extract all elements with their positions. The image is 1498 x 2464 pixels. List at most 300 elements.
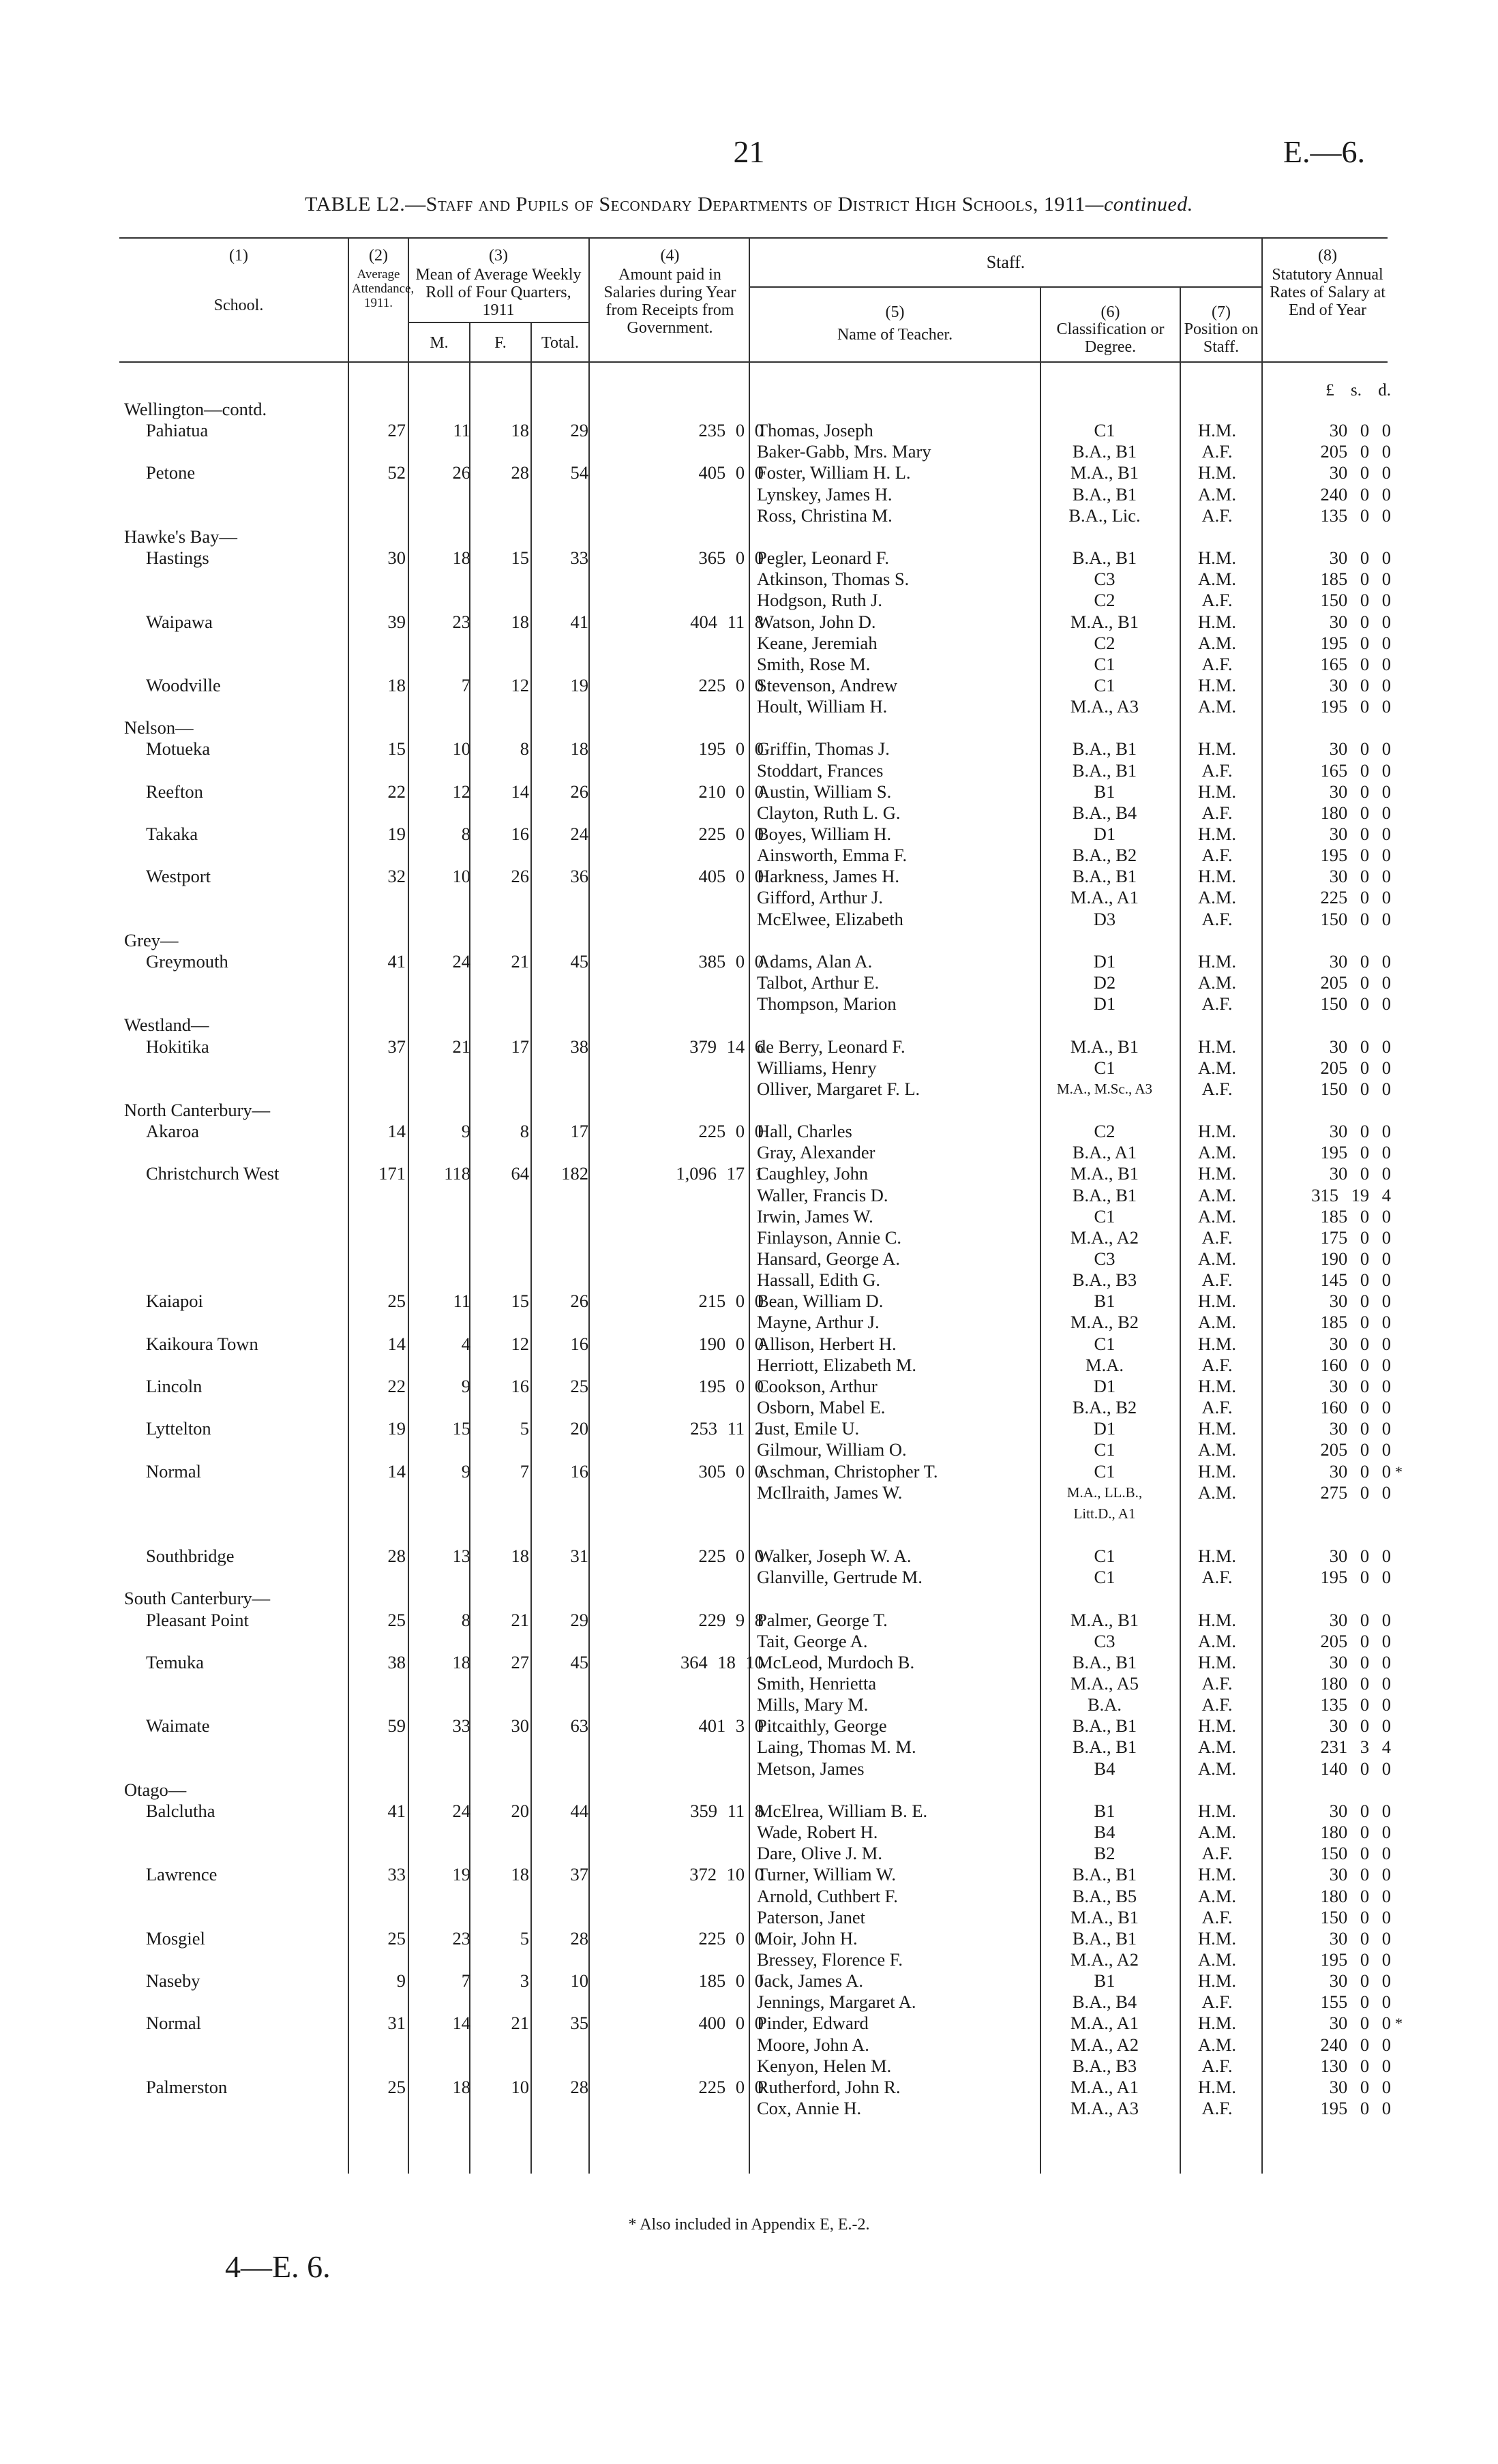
amount-paid: 401 3 0 (698, 1715, 764, 1737)
caption-prefix: TABLE L2.— (305, 193, 426, 215)
school-name: South Canterbury— (124, 1588, 271, 1609)
classification: C1 (1094, 1439, 1115, 1460)
table-row (0, 1185, 1498, 1206)
annual-salary: 240 0 0 (1320, 2034, 1391, 2055)
average-attendance: 59 (387, 1715, 406, 1737)
classification: B.A., B5 (1072, 1885, 1137, 1906)
roll-male: 14 (452, 2013, 470, 2034)
annual-salary: 30 0 0 (1329, 2013, 1391, 2034)
classification: C3 (1094, 569, 1115, 590)
annual-salary: 240 0 0 (1320, 483, 1391, 505)
table-row (0, 824, 1498, 845)
table-row (0, 1546, 1498, 1567)
classification: B1 (1094, 1291, 1115, 1312)
teacher-name: Pitcaithly, George (757, 1715, 887, 1737)
staff-sub-rule (749, 286, 1261, 288)
roll-female: 16 (511, 824, 529, 844)
average-attendance: 171 (378, 1163, 406, 1184)
staff-position: H.M. (1198, 1651, 1236, 1672)
staff-position: H.M. (1198, 1333, 1236, 1354)
annual-salary: 30 0 0 (1329, 1927, 1391, 1949)
staff-position: A.F. (1201, 653, 1233, 674)
roll-male: 23 (452, 1927, 470, 1949)
classification: C2 (1094, 590, 1115, 611)
roll-total: 31 (570, 1546, 588, 1567)
col8-header: Statutory Annual Rates of Salary at End of Year (1270, 266, 1385, 319)
roll-total: 28 (570, 2076, 588, 2097)
classification: M.A., B1 (1070, 1163, 1139, 1184)
staff-position: H.M. (1198, 547, 1236, 569)
staff-position: A.F. (1201, 1694, 1233, 1715)
annual-salary: 190 0 0 (1320, 1248, 1391, 1269)
teacher-name: Clayton, Ruth L. G. (757, 802, 901, 823)
footnote-mark: * (1395, 1462, 1403, 1480)
classification: M.A., B1 (1070, 1906, 1139, 1927)
annual-salary: 135 0 0 (1320, 1694, 1391, 1715)
series-code: E.—6. (1283, 134, 1365, 169)
school-name: North Canterbury— (124, 1099, 271, 1120)
teacher-name: McElrea, William B. E. (757, 1800, 928, 1821)
teacher-name: Just, Emile U. (757, 1418, 860, 1439)
amount-paid: 195 0 0 (698, 1375, 764, 1396)
average-attendance: 39 (387, 611, 406, 632)
table-row (0, 1397, 1498, 1418)
amount-paid: 225 0 0 (698, 1927, 764, 1949)
staff-position: A.M. (1198, 1885, 1236, 1906)
school-name: Southbridge (146, 1546, 235, 1567)
roll-male: 13 (452, 1546, 470, 1567)
average-attendance: 41 (387, 1800, 406, 1821)
roll-female: 18 (511, 1546, 529, 1567)
roll-female: 8 (520, 738, 529, 760)
caption-suffix: —continued. (1085, 193, 1193, 215)
teacher-name: Paterson, Janet (757, 1906, 865, 1927)
staff-position: H.M. (1198, 611, 1236, 632)
teacher-name: Finlayson, Annie C. (757, 1227, 902, 1248)
table-row (0, 420, 1498, 441)
table-row (0, 1015, 1498, 1036)
roll-total: 63 (570, 1715, 588, 1737)
amount-paid: 225 0 0 (698, 1546, 764, 1567)
col5-header: Name of Teacher. (837, 326, 953, 344)
table-row (0, 1524, 1498, 1546)
annual-salary: 150 0 0 (1320, 1843, 1391, 1864)
teacher-name: Jack, James A. (757, 1970, 864, 1992)
amount-paid: 372 10 0 (689, 1864, 764, 1885)
table-row (0, 1376, 1498, 1397)
table-row (0, 1248, 1498, 1269)
classification: M.A., A3 (1070, 696, 1139, 717)
staff-position: A.F. (1201, 1673, 1233, 1694)
average-attendance: 22 (387, 781, 406, 802)
annual-salary: 205 0 0 (1320, 1630, 1391, 1651)
annual-salary: 30 0 0 (1329, 1418, 1391, 1439)
col4-header: Amount paid in Salaries during Year from Receipts from Government. (603, 266, 736, 337)
col2-header: Average Attendance, 1911. (352, 267, 415, 310)
roll-female: 12 (511, 1333, 529, 1354)
average-attendance: 19 (387, 824, 406, 844)
table-row (0, 1779, 1498, 1801)
col2-number: (2) (369, 247, 388, 265)
amount-paid: 253 11 2 (690, 1418, 764, 1439)
amount-paid: 404 11 8 (690, 611, 764, 632)
table-row (0, 1057, 1498, 1079)
average-attendance: 31 (387, 2013, 406, 2034)
staff-position: H.M. (1198, 1163, 1236, 1184)
classification: B.A., B4 (1072, 802, 1137, 823)
classification: B2 (1094, 1843, 1115, 1864)
roll-female: 5 (520, 1927, 529, 1949)
classification: C1 (1094, 1057, 1115, 1078)
teacher-name: Gifford, Arthur J. (757, 887, 883, 908)
staff-position: H.M. (1198, 2076, 1236, 2097)
teacher-name: Allison, Herbert H. (757, 1333, 897, 1354)
school-name: Balclutha (146, 1800, 215, 1821)
table-row (0, 1610, 1498, 1631)
classification: M.A., A2 (1070, 2034, 1139, 2055)
table-row (0, 1355, 1498, 1376)
average-attendance: 22 (387, 1375, 406, 1396)
roll-female: 10 (511, 2076, 529, 2097)
classification: B.A., B4 (1072, 1992, 1137, 2013)
annual-salary: 30 0 0 (1329, 2076, 1391, 2097)
amount-paid: 215 0 0 (698, 1291, 764, 1312)
annual-salary: 140 0 0 (1320, 1758, 1391, 1779)
table-row (0, 1206, 1498, 1227)
col7-header: Position on Staff. (1184, 320, 1259, 356)
amount-paid: 225 0 0 (698, 2076, 764, 2097)
average-attendance: 14 (387, 1460, 406, 1482)
table-row (0, 484, 1498, 505)
teacher-name: Metson, James (757, 1758, 865, 1779)
table-row (0, 1928, 1498, 1949)
average-attendance: 38 (387, 1651, 406, 1672)
average-attendance: 25 (387, 1927, 406, 1949)
table-row (0, 505, 1498, 526)
teacher-name: Smith, Rose M. (757, 653, 871, 674)
annual-salary: 30 0 0 (1329, 1970, 1391, 1992)
teacher-name: Ainsworth, Emma F. (757, 845, 908, 866)
staff-position: H.M. (1198, 674, 1236, 695)
school-name: Westport (146, 866, 211, 887)
col1-number: (1) (229, 247, 248, 265)
school-name: Hawke's Bay— (124, 526, 237, 547)
staff-position: H.M. (1198, 1546, 1236, 1567)
classification: M.A., A2 (1070, 1949, 1139, 1970)
teacher-name: Bressey, Florence F. (757, 1949, 903, 1970)
staff-position: H.M. (1198, 950, 1236, 972)
table-row (0, 1269, 1498, 1291)
staff-position: A.M. (1198, 887, 1236, 908)
classification: M.A., A1 (1070, 2076, 1139, 2097)
school-name: Temuka (146, 1651, 204, 1672)
table-row (0, 1334, 1498, 1355)
table-row (0, 1949, 1498, 1970)
roll-male: 33 (452, 1715, 470, 1737)
annual-salary: 30 0 0 (1329, 781, 1391, 802)
staff-position: A.F. (1201, 908, 1233, 929)
annual-salary: 30 0 0 (1329, 1864, 1391, 1885)
teacher-name: Ross, Christina M. (757, 505, 893, 526)
teacher-name: Griffin, Thomas J. (757, 738, 890, 760)
teacher-name: Mills, Mary M. (757, 1694, 869, 1715)
table-row (0, 972, 1498, 993)
roll-total: 19 (570, 674, 588, 695)
teacher-name: Moir, John H. (757, 1927, 858, 1949)
roll-female: 8 (520, 1121, 529, 1142)
classification: M.A., B1 (1070, 1036, 1139, 1057)
staff-position: H.M. (1198, 1927, 1236, 1949)
annual-salary: 30 0 0 (1329, 1800, 1391, 1821)
annual-salary: 30 0 0 (1329, 950, 1391, 972)
roll-male: 118 (444, 1163, 470, 1184)
staff-position: H.M. (1198, 1609, 1236, 1630)
table-row (0, 1886, 1498, 1907)
annual-salary: 150 0 0 (1320, 993, 1391, 1015)
col7-number: (7) (1212, 303, 1231, 321)
average-attendance: 37 (387, 1036, 406, 1057)
col1-header: School. (213, 297, 264, 314)
school-name: Lincoln (146, 1375, 203, 1396)
annual-salary: 30 0 0 (1329, 1375, 1391, 1396)
table-row (0, 866, 1498, 887)
annual-salary: 30 0 0 (1329, 462, 1391, 483)
table-row (0, 2056, 1498, 2077)
staff-position: A.M. (1198, 696, 1236, 717)
teacher-name: Smith, Henrietta (757, 1673, 877, 1694)
school-name: Takaka (146, 824, 198, 844)
teacher-name: Hall, Charles (757, 1121, 852, 1142)
annual-salary: 30 0 0 (1329, 674, 1391, 695)
table-row (0, 1100, 1498, 1121)
annual-salary: 30 0 0 (1329, 1546, 1391, 1567)
table-row (0, 1758, 1498, 1779)
amount-paid: 379 14 6 (689, 1036, 764, 1057)
teacher-name: Herriott, Elizabeth M. (757, 1354, 917, 1375)
classification: B4 (1094, 1822, 1115, 1843)
annual-salary: 30 0 0 (1329, 866, 1391, 887)
teacher-name: Glanville, Gertrude M. (757, 1567, 923, 1588)
roll-female: 18 (511, 611, 529, 632)
average-attendance: 9 (396, 1970, 406, 1992)
average-attendance: 25 (387, 1291, 406, 1312)
col3-f-header: F. (494, 334, 507, 352)
amount-paid: 210 0 0 (698, 781, 764, 802)
table-row (0, 654, 1498, 675)
amount-paid: 190 0 0 (698, 1333, 764, 1354)
teacher-name: Moore, John A. (757, 2034, 869, 2055)
roll-male: 24 (452, 950, 470, 972)
roll-male: 19 (452, 1864, 470, 1885)
staff-position: A.F. (1201, 1354, 1233, 1375)
staff-position: A.F. (1201, 1078, 1233, 1099)
staff-position: A.F. (1201, 1227, 1233, 1248)
classification: C3 (1094, 1248, 1115, 1269)
roll-male: 9 (461, 1375, 470, 1396)
classification: M.A., A3 (1070, 2098, 1139, 2118)
teacher-name: Rutherford, John R. (757, 2076, 901, 2097)
annual-salary: 175 0 0 (1320, 1227, 1391, 1248)
classification: B.A., B1 (1072, 1184, 1137, 1205)
roll-total: 25 (570, 1375, 588, 1396)
table-row (0, 1737, 1498, 1758)
classification: C2 (1094, 1121, 1115, 1142)
teacher-name: Hansard, George A. (757, 1248, 900, 1269)
page-number: 21 (733, 134, 765, 169)
roll-male: 15 (452, 1418, 470, 1439)
roll-male: 26 (452, 462, 470, 483)
table-row (0, 1418, 1498, 1439)
staff-position: A.M. (1198, 1205, 1236, 1227)
teacher-name: Aschman, Christopher T. (757, 1460, 938, 1482)
table-row (0, 590, 1498, 611)
classification: B.A., Lic. (1068, 505, 1141, 526)
table-row (0, 1312, 1498, 1333)
table-row (0, 951, 1498, 972)
annual-salary: 205 0 0 (1320, 441, 1391, 462)
annual-salary: 30 0 0 (1329, 1291, 1391, 1312)
table-row (0, 1142, 1498, 1163)
staff-position: A.M. (1198, 1439, 1236, 1460)
roll-total: 41 (570, 611, 588, 632)
staff-position: A.M. (1198, 972, 1236, 993)
classification: B.A., B2 (1072, 1397, 1137, 1418)
school-name: Wellington—contd. (124, 399, 267, 419)
classification: M.A., B1 (1070, 1609, 1139, 1630)
school-name: Kaikoura Town (146, 1333, 258, 1354)
table-row (0, 612, 1498, 633)
teacher-name: Foster, William H. L. (757, 462, 911, 483)
roll-male: 10 (452, 738, 470, 760)
teacher-name: Lynskey, James H. (757, 483, 893, 505)
amount-paid: 1,096 17 1 (676, 1163, 764, 1184)
table-row (0, 1121, 1498, 1142)
classification: M.A., A5 (1070, 1673, 1139, 1694)
classification: M.A., LL.B., (1066, 1484, 1143, 1501)
classification: C1 (1094, 653, 1115, 674)
teacher-name: Wade, Robert H. (757, 1822, 878, 1843)
teacher-name: Osborn, Mabel E. (757, 1397, 886, 1418)
table-row (0, 1631, 1498, 1652)
teacher-name: Stevenson, Andrew (757, 674, 898, 695)
annual-salary: 30 0 0 (1329, 1609, 1391, 1630)
staff-position: A.M. (1198, 1184, 1236, 1205)
table-row (0, 2098, 1498, 2119)
roll-total: 17 (570, 1121, 588, 1142)
teacher-name: Bean, William D. (757, 1291, 884, 1312)
school-name: Christchurch West (146, 1163, 280, 1184)
classification: B.A., B1 (1072, 1737, 1137, 1758)
staff-position: A.F. (1201, 760, 1233, 781)
classification: B.A., B1 (1072, 760, 1137, 781)
table-row (0, 717, 1498, 738)
school-name: Hokitika (146, 1036, 209, 1057)
teacher-name: Austin, William S. (757, 781, 892, 802)
teacher-name: Jennings, Margaret A. (757, 1992, 916, 2013)
annual-salary: 205 0 0 (1320, 1057, 1391, 1078)
teacher-name: Watson, John D. (757, 611, 876, 632)
table-row (0, 1588, 1498, 1609)
roll-female: 7 (520, 1460, 529, 1482)
staff-position: A.M. (1198, 1312, 1236, 1333)
annual-salary: 205 0 0 (1320, 972, 1391, 993)
table-row (0, 1694, 1498, 1715)
roll-female: 18 (511, 420, 529, 441)
classification: B.A., B1 (1072, 1864, 1137, 1885)
school-name: Grey— (124, 929, 179, 950)
teacher-name: Hassall, Edith G. (757, 1269, 881, 1291)
amount-paid: 359 11 8 (690, 1800, 764, 1821)
school-name: Nelson— (124, 717, 194, 738)
table-row (0, 1482, 1498, 1503)
roll-total: 10 (570, 1970, 588, 1992)
annual-salary: 135 0 0 (1320, 505, 1391, 526)
roll-female: 27 (511, 1651, 529, 1672)
table-row (0, 462, 1498, 483)
teacher-name: Thompson, Marion (757, 993, 897, 1015)
caption-main: Staff and Pupils of Secondary Departments of District High Schools, 1911 (425, 193, 1085, 215)
amount-paid: 195 0 0 (698, 738, 764, 760)
annual-salary: 195 0 0 (1320, 1142, 1391, 1163)
table-row (0, 1079, 1498, 1100)
col3-total-header: Total. (541, 334, 579, 352)
roll-female: 28 (511, 462, 529, 483)
staff-position: A.F. (1201, 2098, 1233, 2118)
amount-paid: 365 0 0 (698, 547, 764, 569)
annual-salary: 275 0 0 (1320, 1482, 1391, 1503)
col8-number: (8) (1318, 247, 1337, 265)
teacher-name: Olliver, Margaret F. L. (757, 1078, 920, 1099)
roll-female: 21 (511, 2013, 529, 2034)
table-row (0, 1843, 1498, 1864)
staff-position: H.M. (1198, 1800, 1236, 1821)
roll-total: 26 (570, 781, 588, 802)
header-top-rule (119, 237, 1388, 239)
roll-total: 18 (570, 738, 588, 760)
annual-salary: 30 0 0 (1329, 611, 1391, 632)
school-name: Lyttelton (146, 1418, 211, 1439)
classification: M.A., M.Sc., A3 (1056, 1080, 1153, 1097)
classification: C1 (1094, 1567, 1115, 1588)
classification: C2 (1094, 632, 1115, 653)
table-row (0, 526, 1498, 547)
roll-male: 9 (461, 1121, 470, 1142)
classification: B.A., B1 (1072, 1927, 1137, 1949)
teacher-name: Gray, Alexander (757, 1142, 875, 1163)
roll-total: 28 (570, 1927, 588, 1949)
amount-paid: 385 0 0 (698, 950, 764, 972)
staff-position: H.M. (1198, 1291, 1236, 1312)
teacher-name: Waller, Francis D. (757, 1184, 888, 1205)
amount-paid: 305 0 0 (698, 1460, 764, 1482)
table-row (0, 569, 1498, 590)
teacher-name: Dare, Olive J. M. (757, 1843, 882, 1864)
table-row (0, 1291, 1498, 1312)
school-name: Greymouth (146, 950, 228, 972)
annual-salary: 30 0 0 (1329, 1163, 1391, 1184)
school-name: Otago— (124, 1779, 187, 1800)
col3-number: (3) (489, 247, 508, 265)
roll-total: 36 (570, 866, 588, 887)
col3-sub-rule (408, 322, 588, 323)
roll-male: 8 (461, 824, 470, 844)
table-row (0, 1715, 1498, 1737)
teacher-name: Turner, William W. (757, 1864, 897, 1885)
teacher-name: Thomas, Joseph (757, 420, 873, 441)
classification: B1 (1094, 781, 1115, 802)
roll-female: 3 (520, 1970, 529, 1992)
school-name: Pleasant Point (146, 1609, 249, 1630)
